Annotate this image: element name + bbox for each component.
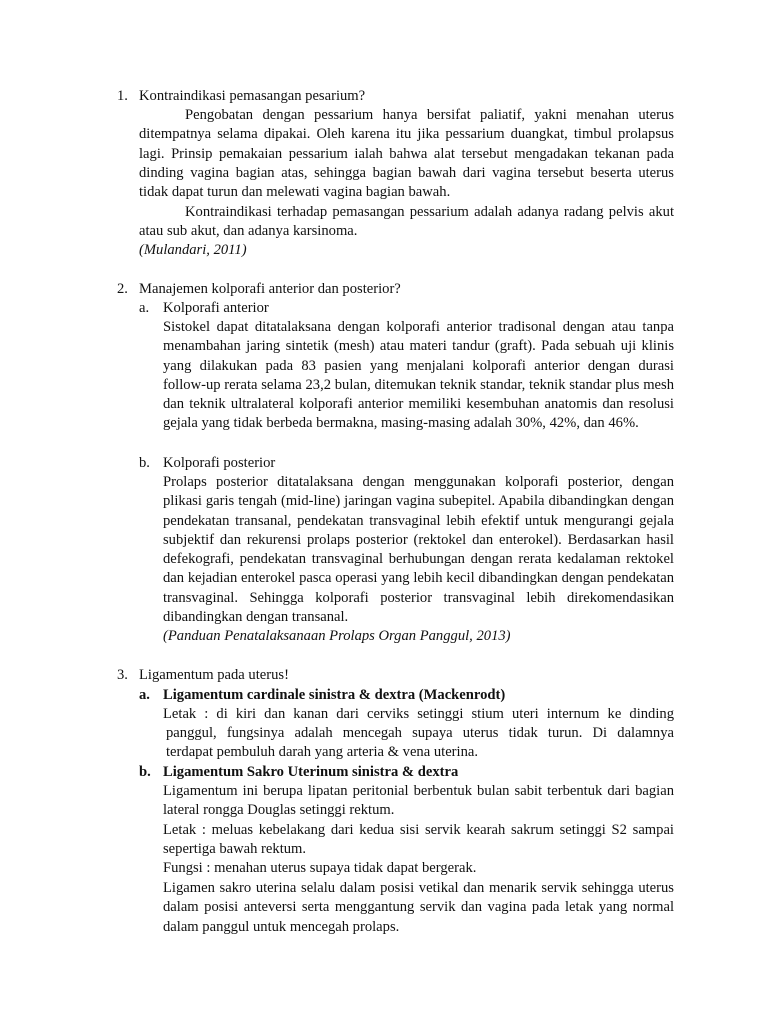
- item-3a-line-1: Letak : di kiri dan kanan dari cerviks setinggi stium uteri internum ke dinding: [163, 706, 674, 722]
- item-3b-paragraph-1: Ligamentum ini berupa lipatan peritonial berbentuk bulan sabit terbentuk dari bagian lateral rongga Douglas setinggi rektum.: [163, 783, 674, 819]
- item-3a-line-3: terdapat pembuluh darah yang arteria & vena uterina.: [166, 744, 479, 760]
- item-1-number: 1.: [117, 88, 128, 104]
- item-3b-letter: b.: [139, 764, 151, 780]
- item-1-paragraph-1: Pengobatan dengan pessarium hanya bersifat paliatif, yakni menahan uterus ditempatnya selama dipakai. Oleh karena itu jika pessarium duangkat, timbul prolapsus lagi. Prinsip pemakaian pessarium ialah bahwa alat tersebut mengadakan tekanan pada dinding vagina bagian atas, sehingga bagian bawah dari vagina tersebut beserta uterus tidak dapat turun dan melewati vagina bagian bawah.: [139, 107, 674, 201]
- item-3b-paragraph-4: Ligamen sakro uterina selalu dalam posisi vetikal dan menarik servik sehingga uterus dalam posisi anteversi serta menggantung servik dan vagina pada letak yang normal dalam panggul untuk mencegah prolaps.: [163, 880, 674, 935]
- item-2b-title: Kolporafi posterior: [163, 455, 276, 471]
- item-2-number: 2.: [117, 281, 128, 297]
- item-1-paragraph-2: Kontraindikasi terhadap pemasangan pessarium adalah adanya radang pelvis akut atau sub akut, dan adanya karsinoma.: [139, 204, 674, 240]
- item-2b-citation: (Panduan Penatalaksanaan Prolaps Organ Panggul, 2013): [163, 628, 511, 644]
- item-3a-line-2: panggul, fungsinya adalah mencegah supaya uterus tidak turun. Di dalamnya: [166, 725, 674, 741]
- item-3a-letter: a.: [139, 687, 150, 703]
- item-3-question: Ligamentum pada uterus!: [139, 667, 289, 683]
- item-3a-title: Ligamentum cardinale sinistra & dextra (Mackenrodt): [163, 687, 506, 703]
- item-2a-title: Kolporafi anterior: [163, 300, 269, 316]
- item-2b-text: Prolaps posterior ditatalaksana dengan menggunakan kolporafi posterior, dengan plikasi garis tengah (mid-line) jaringan vagina subepitel. Apabila dibandingkan dengan pendekatan transanal, pendekatan transvaginal lebih efektif untuk mengurangi gejala subjektif dan rekurensi prolaps posterior (rektokel dan enterokel). Berdasarkan hasil defekografi, pendekatan transvaginal berhubungan dengan rerata kedalaman rektokel dan kejadian enterokel pasca operasi yang lebih kecil dibandingkan dengan pendekatan transvaginal. Sehingga kolporafi posterior transvaginal lebih direkomendasikan dibandingkan dengan transanal.: [163, 474, 674, 626]
- item-2-question: Manajemen kolporafi anterior dan posterior?: [139, 281, 401, 297]
- item-3b-paragraph-3: Fungsi : menahan uterus supaya tidak dapat bergerak.: [163, 860, 477, 876]
- item-2a-text: Sistokel dapat ditatalaksana dengan kolporafi anterior tradisonal dengan atau tanpa menambahan jaring sintetik (mesh) atau materi tandur (graft). Pada sebuah uji klinis yang dilakukan pada 83 pasien yang menjalani kolporafi anterior dengan durasi follow-up rerata selama 23,2 bulan, ditemukan teknik standar, teknik standar plus mesh dan teknik ultralateral kolporafi anterior memiliki kesembuhan anatomis dan resolusi gejala yang tidak berbeda bermakna, masing-masing adalah 30%, 42%, dan 46%.: [163, 319, 674, 432]
- item-2b-letter: b.: [139, 455, 150, 471]
- item-1-question: Kontraindikasi pemasangan pesarium?: [139, 88, 366, 104]
- item-3b-title: Ligamentum Sakro Uterinum sinistra & dextra: [163, 764, 459, 780]
- item-3b-paragraph-2: Letak : meluas kebelakang dari kedua sisi servik kearah sakrum setinggi S2 sampai sepertiga bawah rektum.: [163, 822, 674, 858]
- item-3-number: 3.: [117, 667, 128, 683]
- item-2a-letter: a.: [139, 300, 150, 316]
- item-1-citation: (Mulandari, 2011): [139, 242, 247, 258]
